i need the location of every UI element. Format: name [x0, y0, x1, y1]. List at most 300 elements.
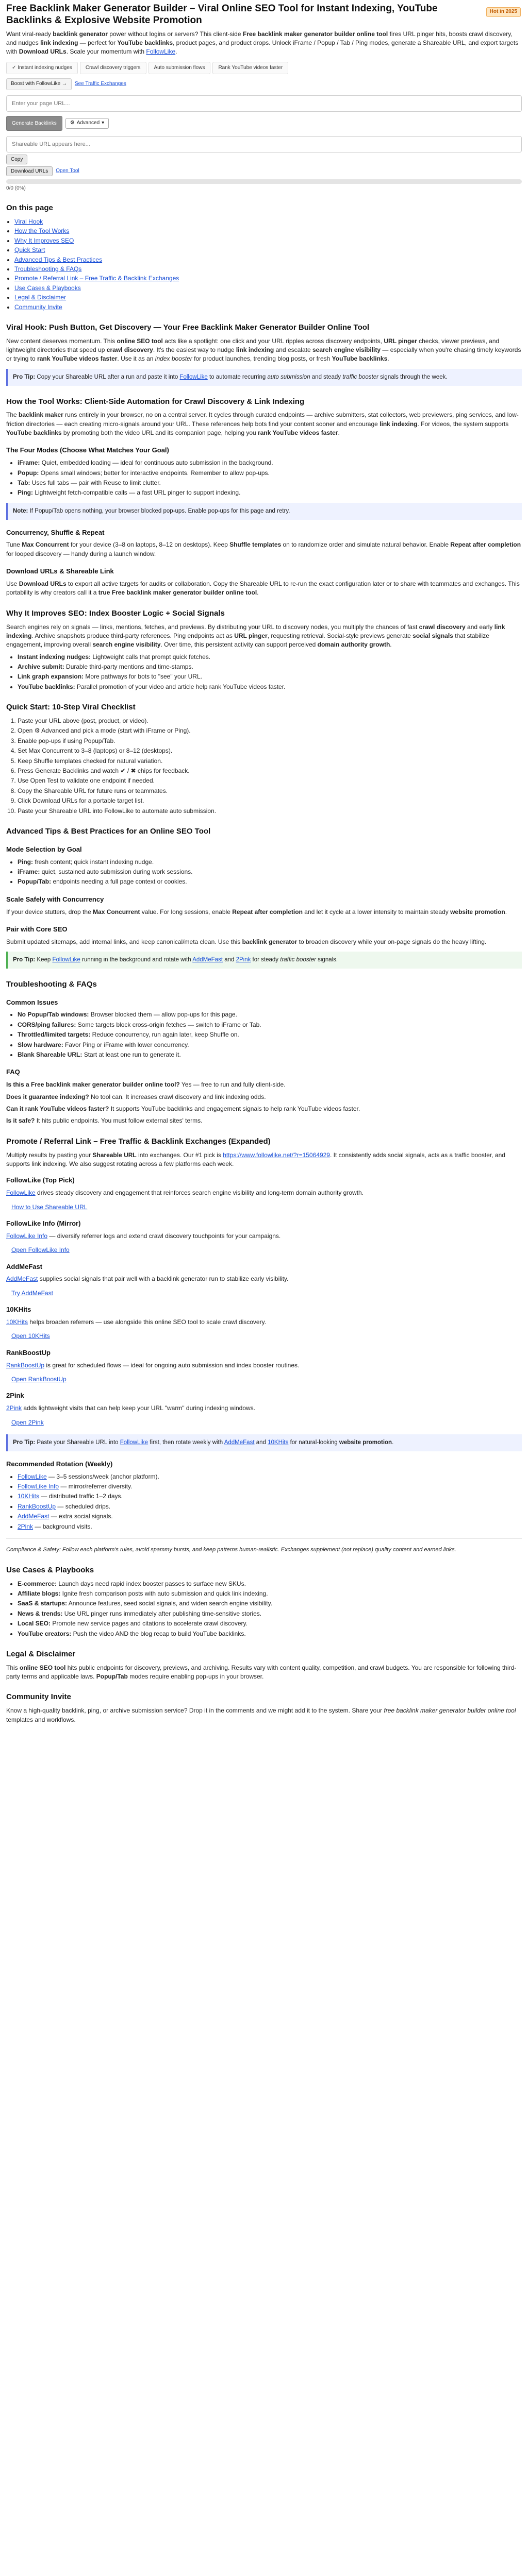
toc-item — [14, 303, 522, 312]
boost-button[interactable]: Boost with FollowLike → — [6, 78, 72, 90]
strong: Max Concurrent — [93, 908, 140, 916]
card-link[interactable]: FollowLike — [6, 1189, 36, 1197]
text: endpoints needing a full page context or cookies. — [51, 878, 187, 886]
text: Favor Ping or iFrame with lower concurrency. — [63, 1041, 189, 1048]
list-item — [18, 1030, 522, 1039]
text: supplies social signals that pair well with a backlink generator run to stabilize early visibility. — [38, 1275, 289, 1283]
strong: iFrame: — [18, 459, 40, 467]
list-item — [18, 672, 522, 681]
text: — 3–5 sessions/week (anchor platform). — [46, 1472, 159, 1480]
strong: Shareable URL — [92, 1151, 137, 1159]
strong: Popup/Tab — [96, 1673, 128, 1681]
section-heading-legal: Legal & Disclaimer — [6, 1649, 76, 1658]
list-item — [18, 1041, 522, 1049]
how-paragraph — [6, 411, 522, 437]
text: adds lightweight visits that can help keep your URL "warm" during indexing windows. — [22, 1404, 256, 1412]
hook-paragraph — [6, 337, 522, 364]
tab-auto-submission[interactable]: Auto submission flows — [148, 62, 211, 75]
rotation-link[interactable]: RankBoostUp — [18, 1502, 56, 1510]
text: . — [338, 429, 340, 437]
strong: Popup: — [18, 469, 39, 477]
followlike-link[interactable]: FollowLike — [52, 957, 80, 963]
tab-rank-youtube[interactable]: Rank YouTube videos faster — [212, 62, 288, 75]
faq-answer: It supports YouTube backlinks and engagement signals to help rank YouTube videos faster. — [109, 1105, 360, 1112]
shareable-url-field[interactable] — [6, 136, 522, 152]
strong: CORS/ping failures: — [18, 1021, 76, 1028]
list-item — [18, 488, 522, 497]
emphasis: traffic booster — [280, 957, 316, 963]
rotation-link[interactable]: FollowLike — [18, 1472, 47, 1480]
pro-tip-box — [6, 369, 522, 386]
strong: Pro Tip: — [13, 957, 36, 963]
toc-heading: On this page — [6, 204, 53, 213]
card-button[interactable]: How to Use Shareable URL — [11, 1203, 88, 1211]
text: . Over time, this persistent activity can support perceived — [160, 641, 318, 649]
text: . Archive snapshots produce third-party references. Ping endpoints act as — [31, 632, 235, 639]
copy-button[interactable]: Copy — [6, 155, 27, 164]
toc-item — [14, 246, 522, 255]
text: The — [6, 411, 19, 419]
usecases-list — [6, 1580, 522, 1638]
text: Use — [6, 580, 19, 587]
intro-text: fires URL pinger hits, boosts crawl discovery, and nudges — [6, 30, 513, 46]
text: — scheduled drips. — [56, 1502, 111, 1510]
concurrency-heading: Concurrency, Shuffle & Repeat — [6, 528, 105, 536]
list-item — [18, 1630, 522, 1638]
tab-label: Instant indexing nudges — [18, 64, 72, 71]
list-item — [18, 858, 522, 867]
toc-link[interactable]: Viral Hook — [14, 218, 43, 226]
text: on to randomize order and simulate natural behavior. Enable — [281, 541, 451, 549]
2pink-link[interactable]: 2Pink — [236, 957, 251, 963]
text: Push the video AND the blog recap to build YouTube backlinks. — [71, 1630, 246, 1637]
faq-question: Is this a Free backlink maker generator builder online tool? — [6, 1081, 180, 1089]
faq-question: Does it guarantee indexing? — [6, 1093, 89, 1100]
strong: search engine visibility — [92, 641, 161, 649]
text: runs entirely in your browser, no on a central server. It cycles through curated endpoints — archive submitters, stat collectors, web previewers, ping services, and low-friction directories — each creating micro-signals around your URL. These references help bots find your content sooner and encourage — [6, 411, 519, 428]
list-item — [18, 479, 522, 487]
text: value. For long sessions, enable — [140, 908, 233, 916]
section-heading-how: How the Tool Works: Client-Side Automation for Crawl Discovery & Link Indexing — [6, 397, 305, 406]
exchange-card-followlike — [6, 1176, 522, 1212]
download-row — [6, 166, 522, 176]
strong: Shuffle templates — [229, 541, 282, 549]
list-item — [18, 1599, 522, 1608]
strong: online SEO tool — [117, 337, 163, 345]
pair-heading: Pair with Core SEO — [6, 925, 68, 933]
list-item — [18, 1589, 522, 1598]
toc-link[interactable]: Community Invite — [14, 303, 62, 311]
faq-question: Is it safe? — [6, 1117, 35, 1125]
exchange-card-10khits — [6, 1305, 522, 1341]
strong: Blank Shareable URL: — [18, 1050, 82, 1058]
text: Some targets block cross-origin fetches — switch to iFrame or Tab. — [76, 1021, 261, 1028]
section-heading-advanced: Advanced Tips & Best Practices for an Online SEO Tool — [6, 826, 211, 836]
download-paragraph — [6, 580, 522, 598]
faq-item — [6, 1080, 522, 1089]
text: Copy your Shareable URL after a run and paste it into — [35, 374, 180, 380]
followlike-link[interactable]: FollowLike — [120, 1439, 148, 1446]
intro-strong: backlink generator — [53, 30, 108, 38]
card-button[interactable]: Open 2Pink — [11, 1418, 44, 1426]
list-item — [18, 1472, 522, 1481]
list-item — [18, 1050, 522, 1059]
check-icon: ✓ — [12, 64, 18, 71]
tab-instant-indexing[interactable] — [6, 62, 78, 75]
followlike-link[interactable]: FollowLike — [146, 48, 176, 56]
hot-badge: Hot in 2025 — [486, 7, 521, 17]
promote-intro — [6, 1151, 522, 1169]
rotation-link[interactable]: FollowLike Info — [18, 1482, 59, 1490]
text: Lightweight fetch-compatible calls — a fast URL pinger to support indexing. — [33, 489, 241, 497]
rotation-link[interactable]: AddMeFast — [18, 1513, 50, 1520]
text: Parallel promotion of your video and article help rank YouTube videos faster. — [75, 683, 286, 690]
strong: No Popup/Tab windows: — [18, 1011, 89, 1019]
text: — mirror/referrer diversity. — [59, 1482, 133, 1490]
open-tool-link[interactable]: Open Tool — [56, 168, 79, 174]
text: running in the background and rotate with — [80, 957, 193, 963]
text: and early — [465, 623, 494, 631]
addmefast-link[interactable]: AddMeFast — [224, 1439, 255, 1446]
toc-item — [14, 217, 522, 226]
strong: URL pinger — [384, 337, 417, 345]
text: . Use it as an — [117, 355, 155, 363]
text: Know a high-quality backlink, ping, or archive submission service? Drop it in the comments and we might add it to the system. Share your — [6, 1707, 384, 1715]
text: Opens small windows; better for interactive endpoints. Remember to allow pop-ups. — [39, 469, 270, 477]
strong: SaaS & startups: — [18, 1600, 68, 1607]
strong: YouTube creators: — [18, 1630, 72, 1637]
strong: website promotion — [450, 908, 505, 916]
strong: search engine visibility — [312, 346, 381, 354]
emphasis: index booster — [155, 355, 192, 363]
toc-link[interactable]: Promote / Referral Link – Free Traffic & Backlink Exchanges — [14, 275, 179, 282]
faq-answer: It hits public endpoints. You must follow external sites' terms. — [35, 1117, 203, 1125]
mode-goal-heading: Mode Selection by Goal — [6, 845, 82, 853]
list-item — [18, 1482, 522, 1491]
toc-item — [14, 236, 522, 245]
strong: Throttled/limited targets: — [18, 1031, 91, 1039]
card-title: FollowLike (Top Pick) — [6, 1176, 75, 1184]
text: to broaden discovery while your on-page signals do the heavy lifting. — [297, 938, 487, 945]
text: and steady — [310, 374, 343, 380]
list-item — [18, 469, 522, 478]
10khits-link[interactable]: 10KHits — [268, 1439, 289, 1446]
list-item — [18, 1502, 522, 1511]
emphasis: traffic booster — [342, 374, 378, 380]
step-item: 3. Enable pop-ups if using Popup/Tab. — [18, 737, 522, 745]
list-item — [18, 663, 522, 671]
card-title: 2Pink — [6, 1392, 24, 1400]
copy-row — [6, 155, 522, 164]
toc-item — [14, 227, 522, 235]
scale-paragraph — [6, 908, 522, 917]
card-link[interactable]: FollowLike Info — [6, 1232, 48, 1240]
text: Durable third-party mentions and time-stamps. — [64, 663, 193, 671]
progress-text: 0/0 (0%) — [6, 185, 26, 191]
text: fresh content; quick instant indexing nudge. — [33, 858, 154, 866]
strong: social signals — [412, 632, 453, 639]
list-item — [18, 683, 522, 691]
card-text — [6, 1275, 522, 1283]
strong: rank YouTube videos faster — [37, 355, 118, 363]
list-item — [18, 877, 522, 886]
emphasis: auto submission — [267, 374, 310, 380]
faq-heading: FAQ — [6, 1068, 20, 1076]
modes-list — [6, 459, 522, 498]
mode-goal-list — [6, 858, 522, 887]
text: signals through the week. — [378, 374, 448, 380]
list-item — [18, 1619, 522, 1628]
text: Keep — [35, 957, 53, 963]
strong: Affiliate blogs: — [18, 1589, 61, 1597]
text: Paste your Shareable URL into — [35, 1439, 120, 1446]
strong: YouTube backlinks — [332, 355, 388, 363]
strong: Pro Tip: — [13, 374, 36, 380]
strong: YouTube backlinks: — [18, 683, 75, 690]
compliance-note: Compliance & Safety: Follow each platform's rules, avoid spammy bursts, and keep patterns human-realistic. Exchanges supplement (not replace) quality content and earned links. — [6, 1546, 456, 1553]
why-list — [6, 653, 522, 692]
text: drives steady discovery and engagement that reinforces search engine visibility and long-term domain authority growth. — [35, 1189, 364, 1197]
text: Submit updated sitemaps, add internal links, and keep canonical/meta clean. Use this — [6, 938, 242, 945]
strong: News & trends: — [18, 1609, 63, 1617]
text: — background visits. — [33, 1522, 92, 1530]
strong: link indexing — [380, 420, 418, 428]
note-box — [6, 503, 522, 520]
card-text — [6, 1232, 522, 1241]
section-heading-promote: Promote / Referral Link – Free Traffic & Backlink Exchanges (Expanded) — [6, 1137, 271, 1146]
toc-link[interactable]: Troubleshooting & FAQs — [14, 265, 82, 273]
strong: backlink maker — [19, 411, 63, 419]
strong: domain authority growth — [317, 641, 390, 649]
text: This — [6, 1664, 20, 1671]
intro-text: . Scale your momentum with — [66, 48, 146, 56]
step-item: 10. Paste your Shareable URL into FollowLike to automate auto submission. — [18, 807, 522, 816]
intro-strong: Download URLs — [19, 48, 67, 56]
strong: link indexing — [236, 346, 274, 354]
strong: Repeat after completion — [232, 908, 303, 916]
text: is great for scheduled flows — ideal for ongoing auto submission and index booster routines. — [44, 1361, 300, 1369]
divider — [6, 1538, 522, 1539]
text: Announce features, seed social signals, and widen search engine visibility. — [67, 1600, 273, 1607]
card-link[interactable]: RankBoostUp — [6, 1361, 45, 1369]
generate-backlinks-button[interactable]: Generate Backlinks — [6, 116, 62, 131]
text: for steady — [251, 957, 280, 963]
progress-bar — [6, 179, 522, 184]
text: Browser blocked them — allow pop-ups for this page. — [89, 1011, 237, 1019]
text: checks, viewer previews, and lightweight directories that speed up — [6, 337, 500, 354]
text: Start at least one run to generate it. — [82, 1050, 181, 1058]
list-item — [18, 1512, 522, 1521]
pair-paragraph — [6, 938, 522, 946]
issues-list — [6, 1010, 522, 1059]
card-button[interactable]: Try AddMeFast — [11, 1289, 53, 1297]
rotation-list — [6, 1472, 522, 1531]
list-item — [18, 459, 522, 467]
strong: link indexing — [6, 623, 505, 639]
toc-link[interactable]: Legal & Disclaimer — [14, 294, 67, 301]
text: to automate recurring — [207, 374, 268, 380]
card-link[interactable]: 10KHits — [6, 1318, 28, 1326]
text: Search engines rely on signals — links, mentions, fetches, and previews. By distributing your URL to discovery nodes, you multiply the chances of fast — [6, 623, 419, 631]
mode-select-value: Advanced — [76, 120, 100, 126]
generate-row — [6, 116, 522, 131]
traffic-exchanges-link[interactable]: See Traffic Exchanges — [74, 81, 126, 87]
text: . — [505, 908, 507, 916]
intro-text: Want viral-ready — [6, 30, 53, 38]
text: — diversify referrer logs and extend crawl discovery touchpoints for your campaigns. — [47, 1232, 281, 1240]
text: — distributed traffic 1–2 days. — [39, 1493, 123, 1500]
text: Launch days need rapid index booster passes to surface new SKUs. — [57, 1580, 246, 1587]
list-item — [18, 653, 522, 662]
toc-item — [14, 256, 522, 264]
strong: true Free backlink maker generator builder online tool — [98, 589, 257, 597]
text: hits public endpoints for discovery, previews, and archiving. Results vary with content quality, competition, and crawl budgets. You are responsible for following third-party terms and applicable laws. — [6, 1664, 517, 1681]
list-item — [18, 1522, 522, 1531]
strong: iFrame: — [18, 868, 40, 875]
card-title: AddMeFast — [6, 1262, 43, 1270]
community-paragraph — [6, 1706, 522, 1724]
strong: website promotion — [339, 1439, 392, 1446]
url-input[interactable] — [6, 95, 522, 112]
exchange-card-followlike-info — [6, 1219, 522, 1255]
list-item — [18, 1609, 522, 1618]
mode-select[interactable] — [65, 118, 109, 129]
common-issues-heading: Common Issues — [6, 998, 58, 1006]
step-item: 2. Open ⚙ Advanced and pick a mode (start with iFrame or Ping). — [18, 726, 522, 735]
referral-link[interactable]: https://www.followlike.net/?r=15064929 — [223, 1151, 330, 1159]
card-text — [6, 1189, 522, 1197]
card-text — [6, 1361, 522, 1370]
emphasis: free backlink maker generator builder online tool — [384, 1707, 516, 1715]
text: Quiet, embedded loading — ideal for continuous auto submission in the background. — [40, 459, 273, 467]
exchange-card-addmefast — [6, 1262, 522, 1298]
intro-text: . — [175, 48, 177, 56]
strong: Pro Tip: — [13, 1439, 36, 1446]
text: Use URL pinger runs immediately after publishing time-sensitive stories. — [62, 1609, 262, 1617]
step-item: 6. Press Generate Backlinks and watch ✔ / ✖ chips for feedback. — [18, 767, 522, 775]
card-title: RankBoostUp — [6, 1348, 51, 1357]
faq-answer: Yes — free to run and fully client-side. — [179, 1081, 286, 1089]
quick-steps — [6, 717, 522, 816]
step-item: 9. Click Download URLs for a portable target list. — [18, 796, 522, 805]
strong: YouTube backlinks — [6, 429, 62, 437]
chevron-down-icon: ▾ — [102, 120, 105, 126]
step-item: 4. Set Max Concurrent to 3–8 (laptops) or 8–12 (desktops). — [18, 747, 522, 755]
strong: rank YouTube videos faster — [258, 429, 338, 437]
list-item — [18, 1021, 522, 1029]
card-link[interactable]: AddMeFast — [6, 1275, 38, 1283]
pro-tip-box — [6, 1434, 522, 1451]
text: — especially when you're chasing timely keywords or trying to — [6, 346, 521, 363]
toc-list — [6, 217, 522, 312]
rotation-link[interactable]: 10KHits — [18, 1493, 40, 1500]
download-heading: Download URLs & Shareable Link — [6, 567, 114, 575]
text: for natural-looking — [288, 1439, 339, 1446]
intro-strong: Free backlink maker generator builder online tool — [242, 30, 388, 38]
toc-link[interactable]: Quick Start — [14, 246, 45, 254]
card-title: FollowLike Info (Mirror) — [6, 1219, 81, 1227]
text: modes require enabling pop-ups in your browser. — [127, 1673, 264, 1681]
scale-heading: Scale Safely with Concurrency — [6, 895, 104, 903]
rotation-heading: Recommended Rotation (Weekly) — [6, 1460, 113, 1468]
text: If Popup/Tab opens nothing, your browser blocked pop-ups. Enable pop-ups for this page and retry. — [28, 507, 290, 514]
card-link[interactable]: 2Pink — [6, 1404, 22, 1412]
toc-link[interactable]: Why It Improves SEO — [14, 236, 74, 244]
section-heading-community: Community Invite — [6, 1692, 71, 1702]
concurrency-paragraph — [6, 540, 522, 558]
intro-strong: YouTube backlinks — [117, 39, 173, 46]
strong: E-commerce: — [18, 1580, 57, 1587]
faq-question: Can it rank YouTube videos faster? — [6, 1105, 109, 1112]
text: signals. — [316, 957, 338, 963]
section-heading-troubleshooting: Troubleshooting & FAQs — [6, 979, 97, 989]
tab-crawl-discovery[interactable]: Crawl discovery triggers — [80, 62, 146, 75]
step-item: 1. Paste your URL above (post, product, or video). — [18, 717, 522, 725]
text: New content deserves momentum. This — [6, 337, 117, 345]
toc-link[interactable]: Use Cases & Playbooks — [14, 284, 81, 292]
faq-answer: No tool can. It increases crawl discovery and link indexing odds. — [89, 1093, 266, 1100]
strong: online SEO tool — [20, 1664, 66, 1671]
strong: Slow hardware: — [18, 1041, 63, 1048]
text: — extra social signals. — [49, 1513, 113, 1520]
text: Lightweight calls that prompt quick fetches. — [91, 653, 211, 660]
toc-link[interactable]: How the Tool Works — [14, 227, 70, 235]
addmefast-link[interactable]: AddMeFast — [192, 957, 223, 963]
strong: Note: — [13, 507, 28, 514]
step-item: 8. Copy the Shareable URL for future runs or teammates. — [18, 787, 522, 795]
strong: Tab: — [18, 479, 30, 487]
text: first, then rotate weekly with — [148, 1439, 224, 1446]
boost-row — [6, 78, 522, 90]
faq-item — [6, 1105, 522, 1113]
text: that stabilize engagement, improving overall — [6, 632, 489, 649]
text: Tune — [6, 541, 22, 549]
strong: Popup/Tab: — [18, 878, 52, 886]
modes-heading: The Four Modes (Choose What Matches Your Goal) — [6, 446, 169, 454]
text: quiet, sustained auto submission during work sessions. — [40, 868, 193, 875]
download-urls-button[interactable]: Download URLs — [6, 166, 53, 176]
card-text — [6, 1318, 522, 1327]
text: for your device (3–8 on laptops, 8–12 on desktops). Keep — [69, 541, 230, 549]
card-button[interactable]: Open RankBoostUp — [11, 1376, 67, 1383]
list-item — [18, 1492, 522, 1501]
text: Multiply results by pasting your — [6, 1151, 93, 1159]
strong: Archive submit: — [18, 663, 64, 671]
text: . It's the easiest way to nudge — [153, 346, 236, 354]
gear-icon: ⚙ — [70, 120, 75, 126]
text: Ignite fresh comparison posts with auto submission and quick link indexing. — [60, 1589, 268, 1597]
text: Promote new service pages and citations to accelerate crawl discovery. — [51, 1620, 248, 1628]
text: and escalate — [274, 346, 312, 354]
rotation-link[interactable]: 2Pink — [18, 1522, 34, 1530]
strong: Max Concurrent — [22, 541, 69, 549]
toc-link[interactable]: Advanced Tips & Best Practices — [14, 256, 103, 263]
text: helps broaden referrers — use alongside this online SEO tool to scale crawl discovery. — [28, 1318, 267, 1326]
card-button[interactable]: Open FollowLike Info — [11, 1246, 70, 1254]
section-heading-hook: Viral Hook: Push Button, Get Discovery — Your Free Backlink Maker Generator Builder Online Tool — [6, 323, 370, 332]
page-title: Free Backlink Maker Generator Builder – Viral Online SEO Tool for Instant Indexing, YouTube Backlinks & Explosive Website Promotion — [6, 3, 438, 26]
followlike-link[interactable]: FollowLike — [179, 374, 208, 380]
why-paragraph — [6, 623, 522, 650]
intro-paragraph — [6, 30, 522, 57]
exchange-card-rankboostup — [6, 1348, 522, 1384]
text: , requesting retrieval. Social-style previews generate — [267, 632, 413, 639]
text: for looped discovery — handy during a launch window. — [6, 550, 156, 557]
step-item: 5. Keep Shuffle templates checked for natural variation. — [18, 757, 522, 766]
card-button[interactable]: Open 10KHits — [11, 1332, 50, 1340]
faq-item — [6, 1116, 522, 1125]
strong: Local SEO: — [18, 1620, 51, 1628]
